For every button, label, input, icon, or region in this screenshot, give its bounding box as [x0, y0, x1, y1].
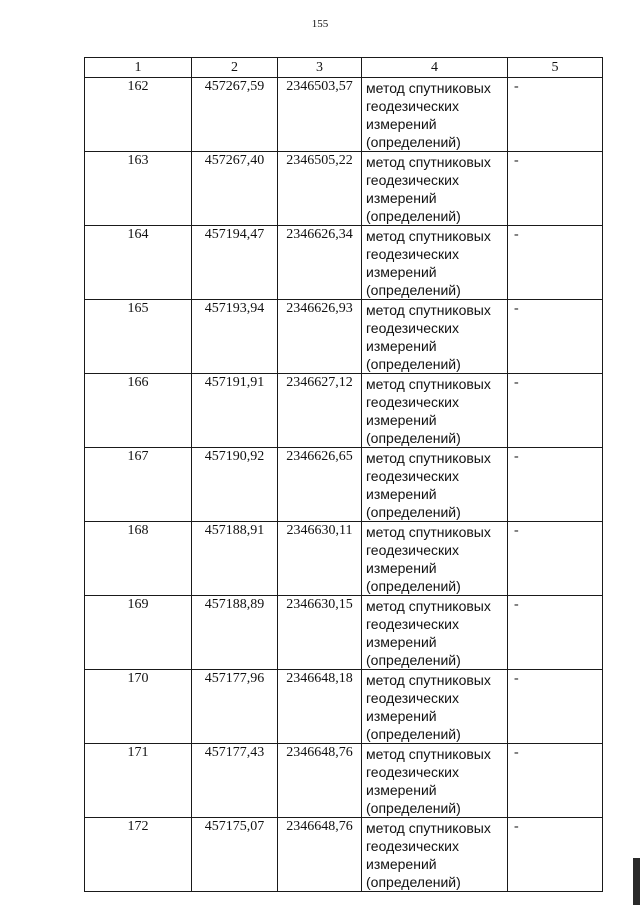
x-coordinate-cell: 457190,92 — [192, 448, 278, 522]
x-coordinate-cell: 457267,59 — [192, 78, 278, 152]
y-coordinate-cell: 2346626,34 — [278, 226, 362, 300]
method-line: геодезических — [366, 616, 459, 632]
method-line: (определений) — [366, 504, 461, 520]
note-cell: - — [508, 300, 603, 374]
method-cell — [362, 818, 508, 892]
header-col-1: 1 — [85, 58, 192, 78]
method-cell — [362, 300, 508, 374]
y-coordinate-cell: 2346503,57 — [278, 78, 362, 152]
method-line: метод спутниковых — [366, 80, 491, 96]
y-coordinate-cell: 2346505,22 — [278, 152, 362, 226]
method-line: метод спутниковых — [366, 746, 491, 762]
x-coordinate-cell: 457188,91 — [192, 522, 278, 596]
point-number-cell: 165 — [85, 300, 192, 374]
method-line: измерений — [366, 264, 437, 280]
note-cell: - — [508, 78, 603, 152]
scan-edge-mark — [633, 858, 640, 905]
table-row — [85, 744, 603, 818]
note-cell: - — [508, 448, 603, 522]
method-line: (определений) — [366, 356, 461, 372]
x-coordinate-cell: 457194,47 — [192, 226, 278, 300]
page-number: 155 — [311, 18, 329, 30]
method-line: измерений — [366, 412, 437, 428]
table-header-row — [85, 58, 603, 78]
x-coordinate-cell: 457175,07 — [192, 818, 278, 892]
method-line: метод спутниковых — [366, 450, 491, 466]
y-coordinate-cell: 2346648,18 — [278, 670, 362, 744]
y-coordinate-cell: 2346626,65 — [278, 448, 362, 522]
method-cell — [362, 78, 508, 152]
method-cell — [362, 522, 508, 596]
table-row — [85, 522, 603, 596]
y-coordinate-cell: 2346648,76 — [278, 818, 362, 892]
method-line: геодезических — [366, 764, 459, 780]
point-number-cell: 164 — [85, 226, 192, 300]
method-line: геодезических — [366, 320, 459, 336]
y-coordinate-cell: 2346627,12 — [278, 374, 362, 448]
note-cell: - — [508, 596, 603, 670]
table-row — [85, 152, 603, 226]
method-line: геодезических — [366, 542, 459, 558]
point-number-cell: 169 — [85, 596, 192, 670]
method-cell — [362, 596, 508, 670]
method-line: метод спутниковых — [366, 672, 491, 688]
method-cell — [362, 226, 508, 300]
table-body — [85, 78, 603, 892]
note-cell: - — [508, 744, 603, 818]
x-coordinate-cell: 457193,94 — [192, 300, 278, 374]
method-cell — [362, 374, 508, 448]
table-row — [85, 670, 603, 744]
method-line: (определений) — [366, 430, 461, 446]
table-row — [85, 78, 603, 152]
x-coordinate-cell: 457191,91 — [192, 374, 278, 448]
point-number-cell: 166 — [85, 374, 192, 448]
point-number-cell: 162 — [85, 78, 192, 152]
method-line: метод спутниковых — [366, 154, 491, 170]
method-line: (определений) — [366, 208, 461, 224]
method-line: измерений — [366, 116, 437, 132]
method-line: измерений — [366, 338, 437, 354]
y-coordinate-cell: 2346626,93 — [278, 300, 362, 374]
header-col-2: 2 — [192, 58, 278, 78]
table-row — [85, 300, 603, 374]
x-coordinate-cell: 457177,96 — [192, 670, 278, 744]
method-line: (определений) — [366, 134, 461, 150]
point-number-cell: 170 — [85, 670, 192, 744]
coordinates-table — [84, 57, 603, 892]
point-number-cell: 171 — [85, 744, 192, 818]
header-col-3: 3 — [278, 58, 362, 78]
y-coordinate-cell: 2346630,15 — [278, 596, 362, 670]
method-line: измерений — [366, 708, 437, 724]
table-row — [85, 226, 603, 300]
method-cell — [362, 448, 508, 522]
method-line: метод спутниковых — [366, 524, 491, 540]
note-cell: - — [508, 152, 603, 226]
point-number-cell: 167 — [85, 448, 192, 522]
table-row — [85, 818, 603, 892]
method-line: геодезических — [366, 838, 459, 854]
method-line: (определений) — [366, 578, 461, 594]
y-coordinate-cell: 2346648,76 — [278, 744, 362, 818]
table-row — [85, 596, 603, 670]
note-cell: - — [508, 522, 603, 596]
method-line: геодезических — [366, 690, 459, 706]
table-row — [85, 448, 603, 522]
method-line: измерений — [366, 486, 437, 502]
method-line: геодезических — [366, 172, 459, 188]
table-row — [85, 374, 603, 448]
method-line: геодезических — [366, 394, 459, 410]
method-cell — [362, 152, 508, 226]
x-coordinate-cell: 457267,40 — [192, 152, 278, 226]
method-line: метод спутниковых — [366, 228, 491, 244]
method-line: метод спутниковых — [366, 302, 491, 318]
point-number-cell: 168 — [85, 522, 192, 596]
method-line: (определений) — [366, 282, 461, 298]
method-line: геодезических — [366, 98, 459, 114]
method-line: измерений — [366, 634, 437, 650]
note-cell: - — [508, 374, 603, 448]
method-line: геодезических — [366, 468, 459, 484]
method-line: метод спутниковых — [366, 598, 491, 614]
method-line: метод спутниковых — [366, 376, 491, 392]
method-cell — [362, 744, 508, 818]
method-cell — [362, 670, 508, 744]
method-line: (определений) — [366, 800, 461, 816]
method-line: метод спутниковых — [366, 820, 491, 836]
x-coordinate-cell: 457188,89 — [192, 596, 278, 670]
method-line: измерений — [366, 190, 437, 206]
point-number-cell: 172 — [85, 818, 192, 892]
note-cell: - — [508, 818, 603, 892]
method-line: измерений — [366, 782, 437, 798]
note-cell: - — [508, 670, 603, 744]
y-coordinate-cell: 2346630,11 — [278, 522, 362, 596]
method-line: измерений — [366, 856, 437, 872]
header-col-4: 4 — [362, 58, 508, 78]
point-number-cell: 163 — [85, 152, 192, 226]
method-line: (определений) — [366, 726, 461, 742]
header-col-5: 5 — [508, 58, 603, 78]
note-cell: - — [508, 226, 603, 300]
method-line: (определений) — [366, 652, 461, 668]
x-coordinate-cell: 457177,43 — [192, 744, 278, 818]
method-line: измерений — [366, 560, 437, 576]
method-line: геодезических — [366, 246, 459, 262]
method-line: (определений) — [366, 874, 461, 890]
